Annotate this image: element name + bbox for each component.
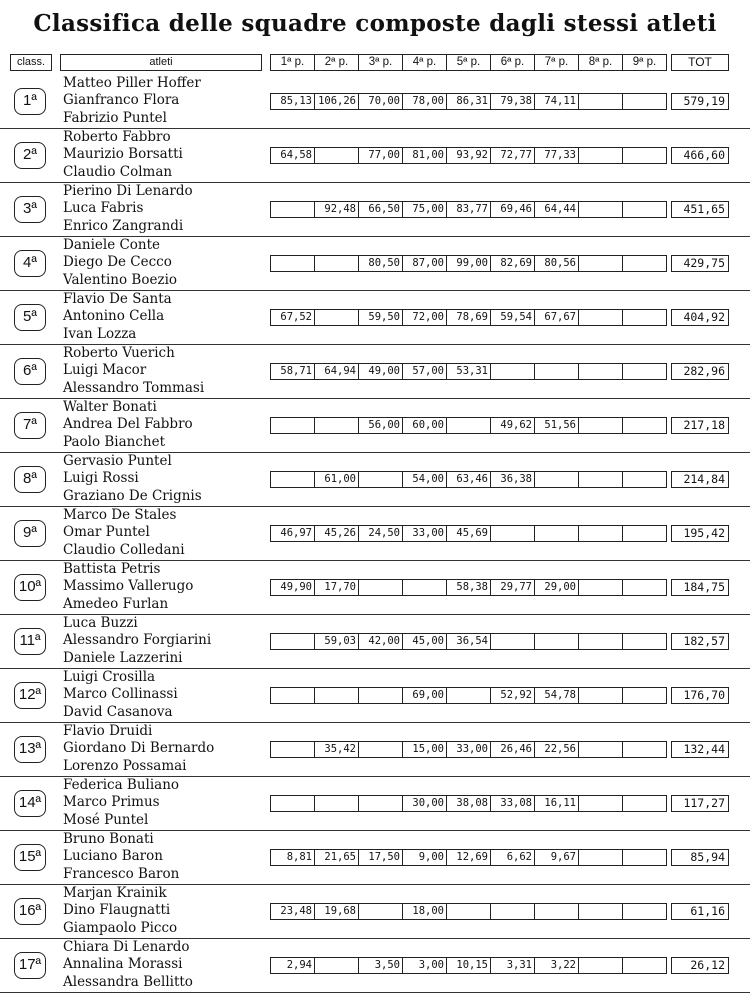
athlete-name: Massimo Vallerugo	[63, 578, 194, 594]
athlete-name: Chiara Di Lenardo	[63, 939, 190, 955]
race-score-4: 54,00	[402, 471, 447, 488]
race-score-7	[534, 633, 579, 650]
race-score-3: 56,00	[358, 417, 403, 434]
race-score-5: 83,77	[446, 201, 491, 218]
race-score-4: 15,00	[402, 741, 447, 758]
race-score-1: 58,71	[270, 363, 315, 380]
race-score-3: 42,00	[358, 633, 403, 650]
athlete-name: Luciano Baron	[63, 848, 163, 864]
race-score-1	[270, 633, 315, 650]
table-row	[0, 561, 750, 615]
athlete-name: Battista Petris	[63, 561, 161, 577]
race-score-4: 72,00	[402, 309, 447, 326]
race-score-5: 38,08	[446, 795, 491, 812]
race-score-5: 10,15	[446, 957, 491, 974]
rank-badge: 11ª	[14, 628, 46, 655]
total-score: 85,94	[671, 849, 729, 866]
race-score-1	[270, 687, 315, 704]
race-score-4: 87,00	[402, 255, 447, 272]
athlete-name: Andrea Del Fabbro	[63, 416, 193, 432]
race-score-6	[490, 525, 535, 542]
athlete-name: Roberto Vuerich	[63, 345, 175, 361]
rank-badge: 8ª	[14, 466, 46, 493]
table-row	[0, 129, 750, 183]
table-row	[0, 615, 750, 669]
race-score-9	[622, 309, 667, 326]
athlete-name: David Casanova	[63, 704, 173, 720]
athlete-name: Lorenzo Possamai	[63, 758, 187, 774]
rank-badge: 14ª	[14, 790, 46, 817]
race-score-3	[358, 579, 403, 596]
athlete-name: Alessandro Forgiarini	[63, 632, 212, 648]
total-score: 466,60	[671, 147, 729, 164]
rank-badge: 6ª	[14, 358, 46, 385]
race-score-1: 85,13	[270, 93, 315, 110]
rank-badge: 4ª	[14, 250, 46, 277]
race-score-2: 64,94	[314, 363, 359, 380]
race-score-1	[270, 741, 315, 758]
race-score-9	[622, 417, 667, 434]
athlete-name: Marco Collinassi	[63, 686, 178, 702]
rank-badge: 10ª	[14, 574, 46, 601]
race-score-6: 36,38	[490, 471, 535, 488]
athlete-name: Marco Primus	[63, 794, 160, 810]
race-score-3: 3,50	[358, 957, 403, 974]
race-score-1	[270, 795, 315, 812]
race-score-3: 70,00	[358, 93, 403, 110]
race-score-3: 49,00	[358, 363, 403, 380]
race-score-5: 99,00	[446, 255, 491, 272]
race-score-8	[578, 903, 623, 920]
race-score-5	[446, 687, 491, 704]
race-score-4: 75,00	[402, 201, 447, 218]
race-score-2: 59,03	[314, 633, 359, 650]
race-score-7: 51,56	[534, 417, 579, 434]
race-score-5: 36,54	[446, 633, 491, 650]
athlete-name: Claudio Colledani	[63, 542, 185, 558]
race-score-4: 33,00	[402, 525, 447, 542]
table-row	[0, 75, 750, 129]
table-row	[0, 831, 750, 885]
race-score-9	[622, 903, 667, 920]
athlete-name: Enrico Zangrandi	[63, 218, 184, 234]
race-score-9	[622, 849, 667, 866]
race-score-4: 18,00	[402, 903, 447, 920]
athlete-name: Maurizio Borsatti	[63, 146, 183, 162]
athlete-name: Fabrizio Puntel	[63, 110, 167, 126]
athlete-name: Gervasio Puntel	[63, 453, 172, 469]
athlete-name: Flavio Druidi	[63, 723, 153, 739]
race-score-7: 77,33	[534, 147, 579, 164]
race-score-6: 26,46	[490, 741, 535, 758]
header-race-8: 8ª p.	[578, 54, 623, 71]
race-score-8	[578, 255, 623, 272]
race-score-8	[578, 93, 623, 110]
athlete-name: Annalina Morassi	[63, 956, 183, 972]
race-score-4: 81,00	[402, 147, 447, 164]
total-score: 182,57	[671, 633, 729, 650]
race-score-1	[270, 417, 315, 434]
athlete-name: Francesco Baron	[63, 866, 180, 882]
race-score-1: 67,52	[270, 309, 315, 326]
race-score-8	[578, 363, 623, 380]
race-score-5: 93,92	[446, 147, 491, 164]
rank-badge: 16ª	[14, 898, 46, 925]
race-score-2: 106,26	[314, 93, 359, 110]
total-score: 132,44	[671, 741, 729, 758]
total-score: 282,96	[671, 363, 729, 380]
standings-table	[0, 75, 750, 993]
race-score-8	[578, 849, 623, 866]
athlete-name: Federica Buliano	[63, 777, 180, 793]
race-score-6	[490, 363, 535, 380]
race-score-9	[622, 633, 667, 650]
race-score-7	[534, 471, 579, 488]
race-score-2: 92,48	[314, 201, 359, 218]
athlete-name: Mosé Puntel	[63, 812, 149, 828]
race-score-9	[622, 363, 667, 380]
athlete-name: Bruno Bonati	[63, 831, 154, 847]
table-row	[0, 939, 750, 993]
table-row	[0, 777, 750, 831]
race-score-6: 29,77	[490, 579, 535, 596]
table-row	[0, 291, 750, 345]
athlete-name: Amedeo Furlan	[63, 596, 169, 612]
race-score-5: 63,46	[446, 471, 491, 488]
race-score-6: 79,38	[490, 93, 535, 110]
race-score-8	[578, 957, 623, 974]
race-score-4: 3,00	[402, 957, 447, 974]
total-score: 429,75	[671, 255, 729, 272]
race-score-5: 58,38	[446, 579, 491, 596]
athlete-name: Roberto Fabbro	[63, 129, 171, 145]
rank-badge: 3ª	[14, 196, 46, 223]
race-score-1	[270, 201, 315, 218]
race-score-2	[314, 417, 359, 434]
race-score-8	[578, 471, 623, 488]
table-row	[0, 885, 750, 939]
race-score-6: 52,92	[490, 687, 535, 704]
race-score-2: 21,65	[314, 849, 359, 866]
race-score-7	[534, 525, 579, 542]
race-score-7: 64,44	[534, 201, 579, 218]
header-athletes: atleti	[60, 54, 262, 71]
race-score-5: 86,31	[446, 93, 491, 110]
race-score-2	[314, 147, 359, 164]
total-score: 26,12	[671, 957, 729, 974]
athlete-name: Daniele Lazzerini	[63, 650, 183, 666]
race-score-1: 2,94	[270, 957, 315, 974]
header-race-3: 3ª p.	[358, 54, 403, 71]
race-score-5: 78,69	[446, 309, 491, 326]
total-score: 176,70	[671, 687, 729, 704]
race-score-5: 45,69	[446, 525, 491, 542]
athlete-name: Walter Bonati	[63, 399, 157, 415]
race-score-7: 29,00	[534, 579, 579, 596]
athlete-name: Daniele Conte	[63, 237, 161, 253]
race-score-2	[314, 255, 359, 272]
athlete-name: Alessandra Bellitto	[63, 974, 193, 990]
athlete-name: Marjan Krainik	[63, 885, 167, 901]
race-score-2: 45,26	[314, 525, 359, 542]
athlete-name: Valentino Boezio	[63, 272, 178, 288]
rank-badge: 2ª	[14, 142, 46, 169]
table-row	[0, 453, 750, 507]
total-score: 579,19	[671, 93, 729, 110]
race-score-3: 80,50	[358, 255, 403, 272]
race-score-2: 19,68	[314, 903, 359, 920]
athlete-name: Gianfranco Flora	[63, 92, 180, 108]
race-score-5: 33,00	[446, 741, 491, 758]
athlete-name: Luigi Rossi	[63, 470, 139, 486]
race-score-3	[358, 795, 403, 812]
race-score-9	[622, 957, 667, 974]
race-score-3: 66,50	[358, 201, 403, 218]
race-score-6: 69,46	[490, 201, 535, 218]
race-score-1: 23,48	[270, 903, 315, 920]
rank-badge: 5ª	[14, 304, 46, 331]
race-score-1	[270, 255, 315, 272]
race-score-4: 9,00	[402, 849, 447, 866]
race-score-2: 61,00	[314, 471, 359, 488]
race-score-9	[622, 147, 667, 164]
race-score-6: 3,31	[490, 957, 535, 974]
table-row	[0, 237, 750, 291]
athlete-name: Marco De Stales	[63, 507, 177, 523]
race-score-6	[490, 903, 535, 920]
race-score-9	[622, 471, 667, 488]
race-score-7: 80,56	[534, 255, 579, 272]
table-row	[0, 345, 750, 399]
total-score: 451,65	[671, 201, 729, 218]
athlete-name: Graziano De Crignis	[63, 488, 202, 504]
race-score-7: 74,11	[534, 93, 579, 110]
race-score-3	[358, 741, 403, 758]
rank-badge: 9ª	[14, 520, 46, 547]
race-score-8	[578, 147, 623, 164]
race-score-4: 57,00	[402, 363, 447, 380]
race-score-5	[446, 417, 491, 434]
table-row	[0, 723, 750, 777]
rank-badge: 1ª	[14, 88, 46, 115]
race-score-6: 33,08	[490, 795, 535, 812]
rank-badge: 17ª	[14, 952, 46, 979]
header-race-5: 5ª p.	[446, 54, 491, 71]
race-score-7: 22,56	[534, 741, 579, 758]
header-race-4: 4ª p.	[402, 54, 447, 71]
race-score-4: 30,00	[402, 795, 447, 812]
athlete-name: Claudio Colman	[63, 164, 173, 180]
total-score: 117,27	[671, 795, 729, 812]
race-score-4: 78,00	[402, 93, 447, 110]
athlete-name: Luca Fabris	[63, 200, 144, 216]
rank-badge: 7ª	[14, 412, 46, 439]
race-score-8	[578, 795, 623, 812]
race-score-7: 3,22	[534, 957, 579, 974]
race-score-4: 69,00	[402, 687, 447, 704]
race-score-5: 12,69	[446, 849, 491, 866]
race-score-8	[578, 417, 623, 434]
race-score-3	[358, 903, 403, 920]
athlete-name: Paolo Bianchet	[63, 434, 166, 450]
race-score-2: 17,70	[314, 579, 359, 596]
race-score-7	[534, 363, 579, 380]
race-score-6: 6,62	[490, 849, 535, 866]
race-score-5: 53,31	[446, 363, 491, 380]
total-score: 217,18	[671, 417, 729, 434]
table-row	[0, 669, 750, 723]
header-race-1: 1ª p.	[270, 54, 315, 71]
header-race-9: 9ª p.	[622, 54, 667, 71]
table-row	[0, 507, 750, 561]
race-score-8	[578, 579, 623, 596]
race-score-9	[622, 93, 667, 110]
athlete-name: Alessandro Tommasi	[63, 380, 205, 396]
race-score-2: 35,42	[314, 741, 359, 758]
race-score-1: 46,97	[270, 525, 315, 542]
rank-badge: 15ª	[14, 844, 46, 871]
race-score-4: 45,00	[402, 633, 447, 650]
race-score-6: 82,69	[490, 255, 535, 272]
race-score-9	[622, 741, 667, 758]
rank-badge: 12ª	[14, 682, 46, 709]
race-score-7: 67,67	[534, 309, 579, 326]
athlete-name: Luigi Macor	[63, 362, 147, 378]
race-score-8	[578, 525, 623, 542]
athlete-name: Luca Buzzi	[63, 615, 138, 631]
total-score: 195,42	[671, 525, 729, 542]
total-score: 214,84	[671, 471, 729, 488]
race-score-3	[358, 471, 403, 488]
race-score-9	[622, 525, 667, 542]
race-score-9	[622, 687, 667, 704]
race-score-7	[534, 903, 579, 920]
race-score-9	[622, 201, 667, 218]
athlete-name: Dino Flaugnatti	[63, 902, 171, 918]
race-score-3: 59,50	[358, 309, 403, 326]
header-class: class.	[10, 54, 52, 71]
race-score-9	[622, 795, 667, 812]
athlete-name: Luigi Crosilla	[63, 669, 156, 685]
race-score-6: 59,54	[490, 309, 535, 326]
table-row	[0, 183, 750, 237]
total-score: 61,16	[671, 903, 729, 920]
rank-badge: 13ª	[14, 736, 46, 763]
athlete-name: Diego De Cecco	[63, 254, 172, 270]
race-score-2	[314, 687, 359, 704]
athlete-name: Matteo Piller Hoffer	[63, 75, 201, 91]
race-score-6: 72,77	[490, 147, 535, 164]
athlete-name: Pierino Di Lenardo	[63, 183, 193, 199]
athlete-name: Ivan Lozza	[63, 326, 137, 342]
athlete-name: Flavio De Santa	[63, 291, 172, 307]
header-race-2: 2ª p.	[314, 54, 359, 71]
athlete-name: Giordano Di Bernardo	[63, 740, 215, 756]
race-score-3: 77,00	[358, 147, 403, 164]
race-score-4	[402, 579, 447, 596]
athlete-name: Giampaolo Picco	[63, 920, 178, 936]
header-total: TOT	[671, 54, 729, 71]
race-score-6: 49,62	[490, 417, 535, 434]
total-score: 404,92	[671, 309, 729, 326]
race-score-8	[578, 633, 623, 650]
header-race-6: 6ª p.	[490, 54, 535, 71]
race-score-2	[314, 957, 359, 974]
race-score-5	[446, 903, 491, 920]
race-score-8	[578, 309, 623, 326]
race-score-3	[358, 687, 403, 704]
race-score-8	[578, 201, 623, 218]
race-score-7: 16,11	[534, 795, 579, 812]
race-score-3: 24,50	[358, 525, 403, 542]
header-race-7: 7ª p.	[534, 54, 579, 71]
race-score-1: 49,90	[270, 579, 315, 596]
race-score-4: 60,00	[402, 417, 447, 434]
race-score-1	[270, 471, 315, 488]
total-score: 184,75	[671, 579, 729, 596]
athlete-name: Omar Puntel	[63, 524, 150, 540]
table-row	[0, 399, 750, 453]
race-score-3: 17,50	[358, 849, 403, 866]
race-score-1: 8,81	[270, 849, 315, 866]
race-score-2	[314, 309, 359, 326]
page-title: Classifica delle squadre composte dagli stessi atleti	[33, 10, 717, 37]
race-score-6	[490, 633, 535, 650]
race-score-9	[622, 579, 667, 596]
race-score-8	[578, 741, 623, 758]
race-score-1: 64,58	[270, 147, 315, 164]
race-score-2	[314, 795, 359, 812]
race-score-8	[578, 687, 623, 704]
race-score-7: 54,78	[534, 687, 579, 704]
race-score-9	[622, 255, 667, 272]
athlete-name: Antonino Cella	[63, 308, 165, 324]
race-score-7: 9,67	[534, 849, 579, 866]
